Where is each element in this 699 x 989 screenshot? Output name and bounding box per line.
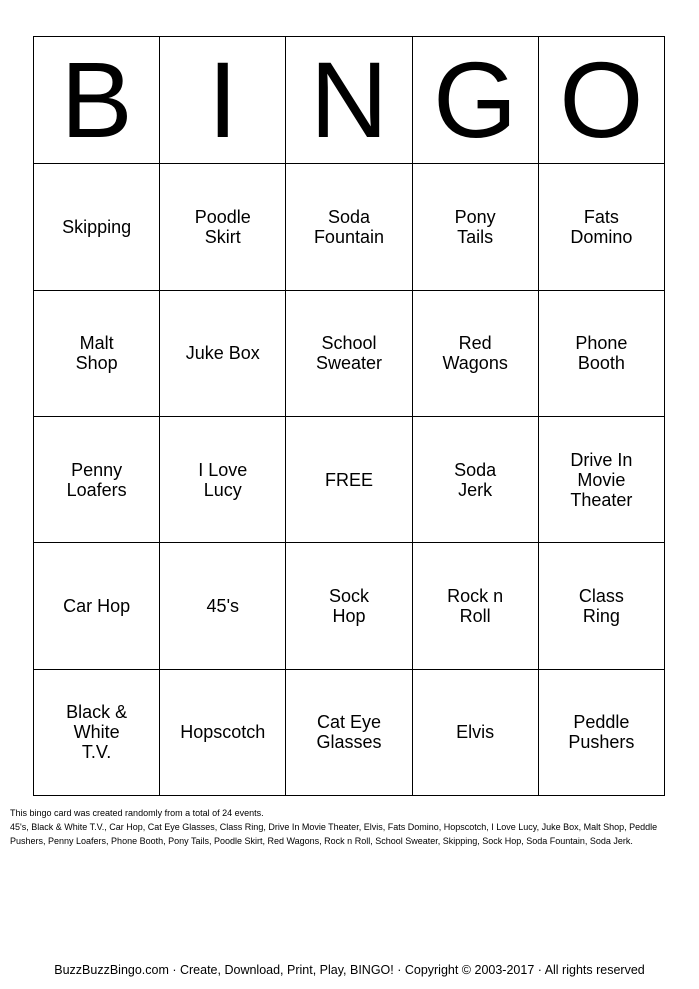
- header-letter-b: B: [34, 37, 160, 164]
- bingo-cell: Penny Loafers: [34, 416, 160, 542]
- bingo-cell: Elvis: [412, 669, 538, 795]
- bingo-cell: Soda Fountain: [286, 164, 412, 290]
- bingo-cell: Hopscotch: [160, 669, 286, 795]
- header-letter-i: I: [160, 37, 286, 164]
- header-letter-g: G: [412, 37, 538, 164]
- bingo-cell: I Love Lucy: [160, 416, 286, 542]
- bingo-row-2: [34, 290, 665, 416]
- bingo-cell: Phone Booth: [538, 290, 664, 416]
- bingo-cell: Black & White T.V.: [34, 669, 160, 795]
- footnote-event-list: 45's, Black & White T.V., Car Hop, Cat Eye Glasses, Class Ring, Drive In Movie Theater, Elvis, Fats Domino, Hopscotch, I Love Lucy, Juke Box, Malt Shop, Peddle Pushers, Penny Loafers, Phone Booth, Pony Tails, Poodle Skirt, Red Wagons, Rock n Roll, School Sweater, Skipping, Sock Hop, Soda Fountain, Soda Jerk.: [10, 822, 658, 846]
- free-space-cell: FREE: [286, 416, 412, 542]
- bingo-row-1: [34, 164, 665, 290]
- bingo-cell: Drive In Movie Theater: [538, 416, 664, 542]
- bingo-cell: Fats Domino: [538, 164, 664, 290]
- bingo-header-row: [34, 37, 665, 164]
- bingo-cell: Rock n Roll: [412, 543, 538, 669]
- bingo-card: [33, 36, 665, 796]
- bingo-cell: Red Wagons: [412, 290, 538, 416]
- bingo-row-5: [34, 669, 665, 795]
- bingo-cell: Cat Eye Glasses: [286, 669, 412, 795]
- bingo-cell: Pony Tails: [412, 164, 538, 290]
- card-footnote: [10, 806, 692, 848]
- bingo-cell: Class Ring: [538, 543, 664, 669]
- bingo-cell: Poodle Skirt: [160, 164, 286, 290]
- footnote-intro: This bingo card was created randomly from a total of 24 events.: [10, 808, 264, 818]
- bingo-cell: Soda Jerk: [412, 416, 538, 542]
- bingo-row-3: [34, 416, 665, 542]
- bingo-cell: 45's: [160, 543, 286, 669]
- bingo-cell: Malt Shop: [34, 290, 160, 416]
- bingo-row-4: [34, 543, 665, 669]
- bingo-cell: Sock Hop: [286, 543, 412, 669]
- copyright-line: BuzzBuzzBingo.com · Create, Download, Print, Play, BINGO! · Copyright © 2003-2017 · All rights reserved: [54, 963, 645, 977]
- header-letter-n: N: [286, 37, 412, 164]
- bingo-cell: School Sweater: [286, 290, 412, 416]
- bingo-cell: Car Hop: [34, 543, 160, 669]
- header-letter-o: O: [538, 37, 664, 164]
- bingo-cell: Peddle Pushers: [538, 669, 664, 795]
- bingo-cell: Juke Box: [160, 290, 286, 416]
- bingo-cell: Skipping: [34, 164, 160, 290]
